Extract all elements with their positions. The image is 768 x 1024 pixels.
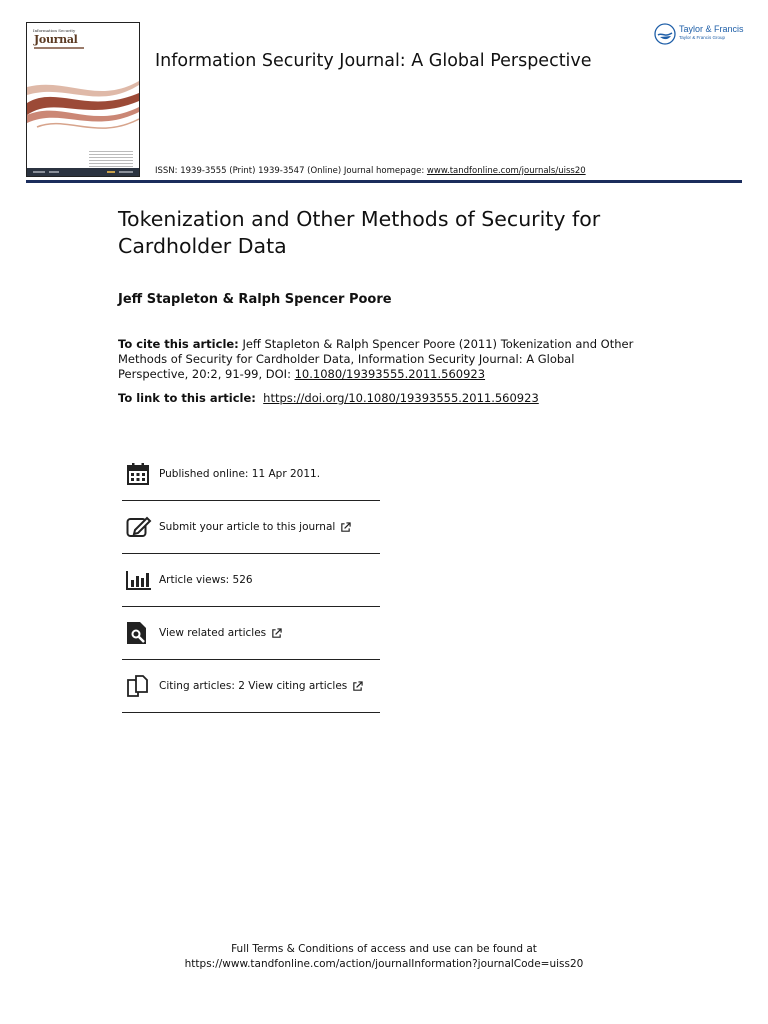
- edit-icon: [126, 514, 156, 540]
- citing-articles-icon: [126, 673, 156, 699]
- citation-text: Jeff Stapleton & Ralph Spencer Poore (2011) Tokenization and Other Methods of Security for Cardholder Data, Information Security Journal: A Global Perspective, 20:2, 91-99, DOI:: [118, 337, 634, 381]
- external-link-icon: [352, 681, 363, 692]
- header-divider: [26, 180, 742, 183]
- article-authors: Jeff Stapleton & Ralph Spencer Poore: [118, 292, 392, 307]
- journal-name: Information Security Journal: A Global Perspective: [155, 51, 592, 71]
- related-articles-item[interactable]: [122, 607, 380, 660]
- article-views-text: Article views: 526: [159, 574, 253, 586]
- cover-text-lines: [89, 151, 133, 169]
- article-doi-url-link[interactable]: https://doi.org/10.1080/19393555.2011.560923: [263, 391, 539, 405]
- external-link-icon: [340, 522, 351, 533]
- external-link-icon: [271, 628, 282, 639]
- published-online-text: Published online: 11 Apr 2011.: [159, 468, 321, 480]
- issn-text: ISSN: 1939-3555 (Print) 1939-3547 (Online) Journal homepage:: [155, 166, 427, 176]
- citation-doi-link[interactable]: 10.1080/19393555.2011.560923: [294, 367, 486, 381]
- article-views-item: [122, 554, 380, 607]
- footer-terms-url[interactable]: https://www.tandfonline.com/action/journalInformation?journalCode=uiss20: [184, 958, 584, 970]
- publisher-name: Taylor & Francis: [679, 24, 744, 34]
- published-online-item: [122, 448, 380, 501]
- citation-block: [118, 337, 648, 382]
- cover-top-text: Information Security: [33, 28, 76, 33]
- journal-homepage-link[interactable]: www.tandfonline.com/journals/uiss20: [426, 166, 586, 176]
- submit-article-item[interactable]: [122, 501, 380, 554]
- cover-subtitle-bar: [34, 47, 84, 49]
- calendar-icon: [126, 461, 156, 487]
- search-document-icon: [126, 620, 156, 646]
- issn-line: [155, 166, 586, 176]
- submit-article-link[interactable]: Submit your article to this journal: [159, 521, 336, 533]
- cover-swoosh-graphic: [27, 75, 139, 145]
- article-meta-list: [122, 448, 380, 713]
- citing-articles-item[interactable]: [122, 660, 380, 713]
- article-title: Tokenization and Other Methods of Security for Cardholder Data: [118, 207, 601, 258]
- cover-title: Journal: [34, 33, 78, 46]
- article-link-block: [118, 391, 539, 405]
- publisher-group: Taylor & Francis Group: [679, 35, 726, 40]
- terms-footer: [0, 942, 768, 972]
- taylor-francis-icon: [654, 23, 676, 45]
- citation-label: To cite this article:: [118, 337, 239, 351]
- related-articles-link[interactable]: View related articles: [159, 627, 267, 639]
- publisher-logo[interactable]: [654, 22, 746, 48]
- journal-cover-image: [26, 22, 140, 177]
- cover-footer-band: [27, 168, 139, 176]
- bar-chart-icon: [126, 567, 156, 593]
- citing-articles-link[interactable]: Citing articles: 2 View citing articles: [159, 680, 348, 692]
- footer-terms-text: Full Terms & Conditions of access and use can be found at: [231, 943, 537, 955]
- article-link-label: To link to this article:: [118, 391, 256, 405]
